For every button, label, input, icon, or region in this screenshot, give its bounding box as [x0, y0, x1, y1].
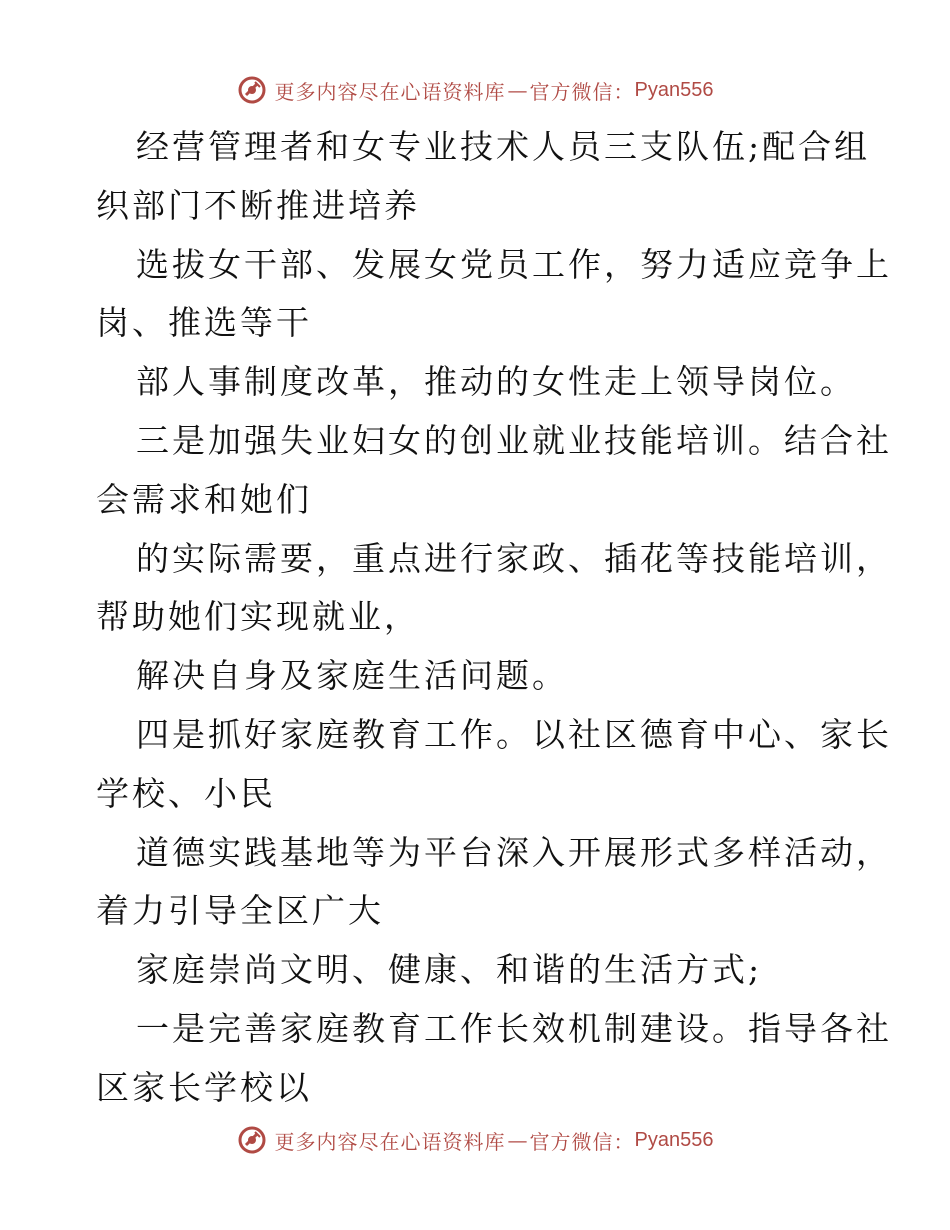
footer-banner	[0, 1122, 950, 1158]
text-line: 三是加强失业妇女的创业就业技能培训。结合社	[136, 420, 892, 460]
text-line: 四是抓好家庭教育工作。以社区德育中心、家长	[136, 714, 892, 754]
text-line: 解决自身及家庭生活问题。	[136, 656, 568, 696]
banner-title: 更多内容尽在心语资料库	[274, 1129, 506, 1154]
header-banner	[0, 72, 950, 108]
text-line: 经营管理者和女专业技术人员三支队伍;配合组	[136, 127, 871, 166]
seal-logo-icon	[237, 75, 267, 105]
text-line: 的实际需要，重点进行家政、插花等技能培训，	[136, 538, 892, 578]
text-line: 帮助她们实现就业，	[96, 597, 420, 637]
text-line: 一是完善家庭教育工作长效机制建设。指导各社	[136, 1008, 892, 1048]
text-line: 织部门不断推进培养	[96, 185, 420, 225]
banner-separator: —	[507, 1128, 528, 1152]
text-line: 部人事制度改革，推动的女性走上领导岗位。	[136, 362, 856, 402]
seal-logo-icon	[237, 1125, 267, 1155]
text-line: 岗、推选等干	[96, 303, 312, 343]
banner-separator: —	[507, 78, 528, 102]
text-line: 区家长学校以	[96, 1067, 312, 1107]
text-line: 学校、小民	[96, 773, 276, 813]
banner-wechat-label: 官方微信：	[529, 1129, 635, 1154]
text-line: 会需求和她们	[96, 479, 312, 519]
banner-title: 更多内容尽在心语资料库	[274, 79, 506, 104]
banner-wechat-id: Pyan556	[634, 1128, 714, 1151]
text-line: 选拔女干部、发展女党员工作，努力适应竞争上	[136, 244, 892, 284]
document-body	[96, 118, 892, 1118]
banner-wechat-id: Pyan556	[634, 78, 714, 101]
banner-wechat-label: 官方微信：	[529, 79, 635, 104]
text-line: 着力引导全区广大	[96, 891, 384, 931]
text-line: 道德实践基地等为平台深入开展形式多样活动，	[136, 832, 892, 872]
text-line: 家庭崇尚文明、健康、和谐的生活方式;	[136, 950, 763, 990]
